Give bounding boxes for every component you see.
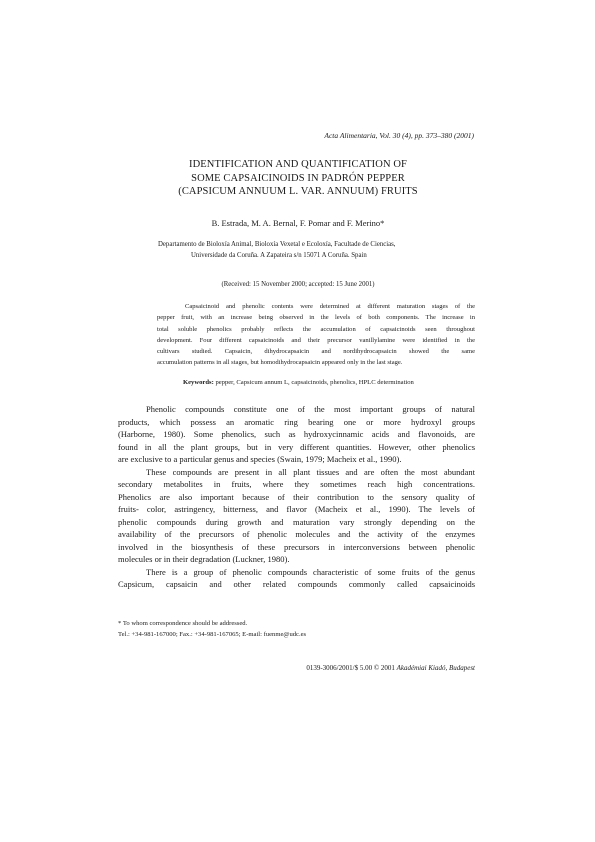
keywords-list: pepper, Capsicum annum L, capsaicinoids, phenolics, HPLC determination	[215, 379, 414, 386]
abstract-line: total soluble phenolics probably reflects the accumulation of capsaicinoids seen throughout	[157, 325, 475, 333]
body-line: phenolic compounds during growth and maturation vary strongly depending on the	[118, 516, 475, 527]
received-dates: (Received: 15 November 2000; accepted: 15 June 2001)	[221, 281, 375, 288]
affiliation-line: Departamento de Bioloxía Animal, Bioloxía Vexetal e Ecoloxía, Facultade de Ciencias,	[158, 241, 396, 248]
footnote-line: * To whom correspondence should be addressed.	[118, 620, 248, 627]
body-line: (Harborne, 1980). Some phenolics, such as hydroxycinnamic acids and flavonoids, are	[118, 429, 475, 439]
copyright-footer	[306, 664, 475, 672]
abstract-line: development. Four different capsaicinoids and their precursor vanillylamine were identified in the	[157, 336, 475, 344]
journal-reference: Acta Alimentaria, Vol. 30 (4), pp. 373–380 (2001)	[324, 131, 474, 140]
affiliation	[158, 239, 448, 261]
title-line: IDENTIFICATION AND QUANTIFICATION OF	[189, 159, 407, 170]
body-line: fruits- color, astringency, bitterness, and flavor (Macheix et al., 1990). The levels of	[118, 504, 475, 514]
body-text	[118, 403, 475, 591]
body-line: are exclusive to a particular genus and species (Swain, 1979; Macheix et al., 1990).	[118, 454, 402, 464]
affiliation-line: Universidade da Coruña. A Zapateira s/n 15071 A Coruña. Spain	[191, 252, 367, 259]
paper-title	[118, 158, 478, 199]
body-line: Phenolic compounds constitute one of the most important groups of natural	[146, 404, 475, 414]
body-line: molecules or in their degradation (Luckner, 1980).	[118, 554, 290, 564]
abstract-line: accumulation patterns in all stages, but homodihydrocapsaicin appeared only in the last stage.	[157, 359, 403, 367]
title-line: SOME CAPSAICINOIDS IN PADRÓN PEPPER	[191, 172, 405, 184]
body-line: involved in the biosynthesis of these precursors in interconversions between phenolic	[118, 541, 475, 552]
abstract-line: pepper fruit, with an increase being observed in the levels of both components. The increase in	[157, 314, 475, 322]
footer-publisher: Akadémiai Kiadó, Budapest	[396, 664, 475, 672]
abstract	[157, 301, 475, 369]
title-line: (CAPSICUM ANNUUM L. VAR. ANNUUM) FRUITS	[178, 186, 418, 197]
footer-issn: 0139-3006/2001/$ 5.00 © 2001	[306, 664, 395, 672]
body-line: found in all the plant groups, but in very different quantities. However, other phenolics	[118, 441, 475, 452]
body-line: There is a group of phenolic compounds characteristic of some fruits of the genus	[146, 566, 475, 577]
body-line: availability of the precursors of phenolic molecules and the activity of the enzymes	[118, 529, 475, 539]
keywords	[183, 379, 414, 386]
body-line: products, which possess an aromatic ring bearing one or more hydroxyl groups	[118, 416, 475, 427]
abstract-line: cultivars studied. Capsaicin, dihydrocapsaicin and nordihydrocapsaicin showed the same	[157, 348, 475, 356]
body-line: secondary metabolites in fruits, where they sometimes reach high concentrations.	[118, 479, 475, 489]
body-line: Capsicum, capsaicin and other related compounds commonly called capsaicinoids	[118, 579, 475, 589]
body-line: These compounds are present in all plant tissues and are often the most abundant	[146, 466, 475, 477]
abstract-line: Capsaicinoid and phenolic contents were determined at different maturation stages of the	[185, 303, 475, 310]
keywords-label: Keywords:	[183, 379, 214, 386]
footnote-line: Tel.: +34-981-167000; Fax.: +34-981-167065; E-mail: fuenme@udc.es	[118, 631, 307, 638]
footnote	[118, 618, 478, 640]
body-line: Phenolics are also important because of their contribution to the sensory quality of	[118, 491, 475, 502]
authors: B. Estrada, M. A. Bernal, F. Pomar and F. Merino*	[211, 218, 385, 228]
